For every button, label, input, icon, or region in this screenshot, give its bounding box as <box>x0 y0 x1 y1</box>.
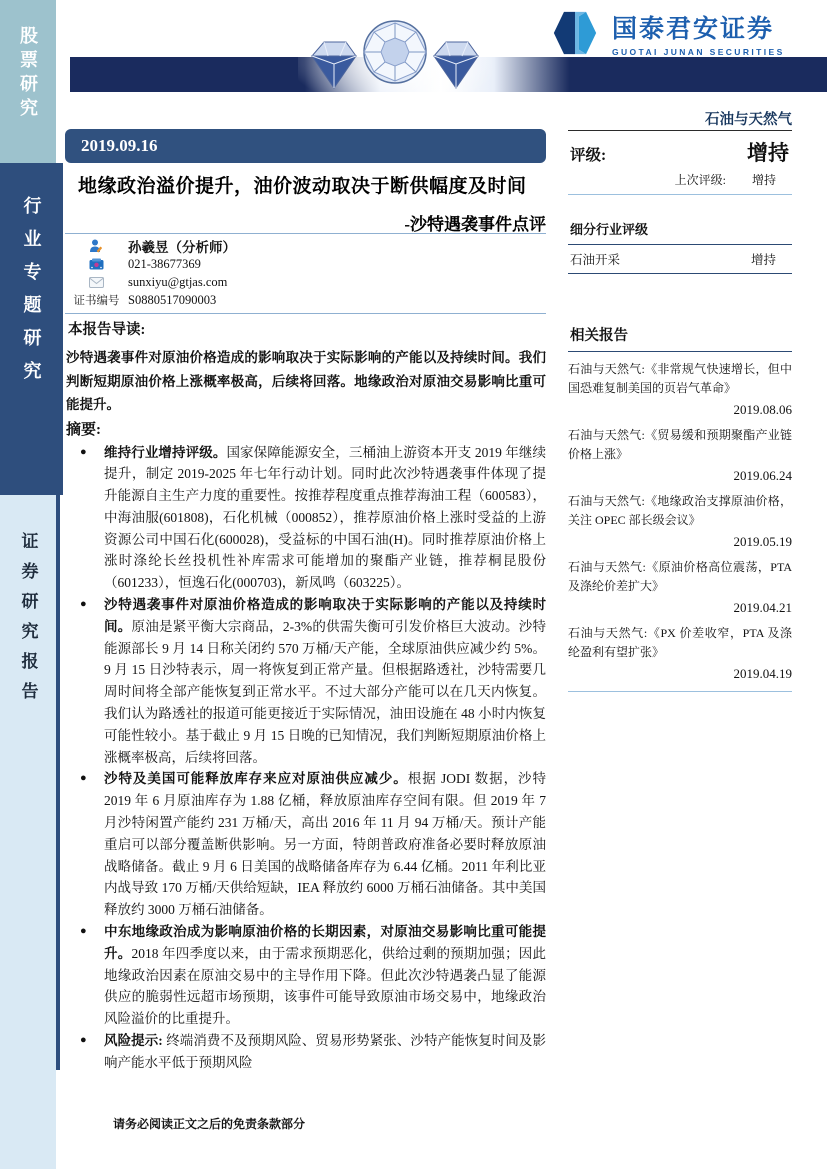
related-report-item <box>568 360 792 418</box>
analyst-name-row <box>65 237 546 255</box>
sidebar-securities-research-report <box>0 495 56 1169</box>
brand-logo <box>552 9 785 57</box>
related-report-title-text: 石油与天然气:《PX 价差收窄，PTA 及涤纶盈利有望扩张》 <box>568 626 792 659</box>
related-reports-block <box>568 324 792 692</box>
analyst-person-icon <box>65 239 128 253</box>
sub-industry-rating: 增持 <box>750 253 776 267</box>
related-report-date: 2019.05.19 <box>733 534 792 549</box>
related-reports-title: 相关报告 <box>568 324 792 352</box>
analyst-email: sunxiyu@gtjas.com <box>128 274 228 289</box>
bullet-text: 国家保障能源安全，三桶油上游资本开支 2019 年继续提升，制定 2019-2025 年七年行动计划。同时此次沙特遇袭事件体现了提升能源自主生产力度的重要性。按推荐程度重点推荐海油工程（600583），中海油服(601808)，石化机械（000852），推荐原油价格上涨时受益的上游资源公司中国石化(600028)，受益标的中国石油(H)。同时推荐原油价格上涨时涤纶长丝投机性补库需求可能增加的聚酯产业链，推荐桐昆股份（601233），恒逸石化(000703)，新凤鸣（603225）。 <box>104 444 547 591</box>
analyst-info-table <box>65 233 546 314</box>
rating-card <box>568 130 792 195</box>
bullet-text: 原油是紧平衡大宗商品，2-3%的供需失衡可引发价格巨大波动。沙特能源部长 9 月 14 日称关闭约 570 万桶/天产能，全球原油供应减少约 5%。9 月 15 日沙特表示，周一将恢复到正常产量。但根据路透社，沙特需要几周时间将全部产能恢复到正常水平。不过大部分产能可以在几天内恢复。我们认为路透社的报道可能更接近于实际情况，油田设施在 48 小时内恢复可能性较小。基于截止 9 月 15 日晚的已知情况，我们判断短期原油价格上涨概率极高，后续将回落。 <box>104 618 547 765</box>
phone-icon <box>65 258 128 270</box>
summary-bullet-risk <box>66 1030 546 1074</box>
sub-industry-rating-block <box>568 219 792 274</box>
sub-industry-rating-title: 细分行业评级 <box>568 219 792 245</box>
rating-label: 评级: <box>570 147 607 164</box>
summary-bullet <box>66 442 546 595</box>
analyst-name: 孙羲昱（分析师） <box>128 240 236 255</box>
bullet-lead: 中东地缘政治成为影响原油价格的长期因素，对原油交易影响比重可能提升。 <box>104 924 546 961</box>
sidebar-stock-research-label: 股票研究 <box>18 26 38 122</box>
disclaimer-note: 请务必阅读正文之后的免责条款部分 <box>113 1117 306 1131</box>
rating-value: 增持 <box>747 141 789 165</box>
rating-row <box>568 135 792 167</box>
diamond-graphic-icon <box>298 12 492 100</box>
lead-section-body: 沙特遇袭事件对原油价格造成的影响取决于实际影响的产能以及持续时间。我们判断短期原油价格上涨概率极高，后续将回落。地缘政治对原油交易影响比重可能提升。 <box>66 350 546 412</box>
related-reports-bottom-line <box>568 691 792 692</box>
sub-industry-name: 石油开采 <box>570 253 621 267</box>
related-report-date: 2019.04.21 <box>733 600 792 615</box>
previous-rating-label: 上次评级: <box>674 173 726 187</box>
sidebar-industry-topic-research <box>0 163 63 495</box>
sidebar-edge-line <box>56 495 60 1070</box>
sidebar-industry-topic-research-label: 行业专题研究 <box>21 196 42 394</box>
bullet-lead: 沙特及美国可能释放库存来应对原油供应减少。 <box>104 771 408 787</box>
related-report-item <box>568 426 792 484</box>
related-report-date: 2019.08.06 <box>733 402 792 417</box>
lead-section-title: 本报告导读: <box>68 322 146 338</box>
bullet-text: 根据 JODI 数据，沙特 2019 年 6 月原油库存为 1.88 亿桶，释放原油库存空间有限。但 2019 年 7 月沙特闲置产能约 231 万桶/天，高出 2016 年 11 月 94 万桶/天。预计产能重启可以部分覆盖断供影响。另一方面，特朗普政府准备必要时释放原油战略储备。截止 9 月 6 日美国的战略储备库存为 6.44 亿桶。2011 年利比亚内战导致 170 万桶/天供给短缺，IEA 释放约 6000 万桶石油储备。其中美国释放约 3000 万桶石油储备。 <box>104 771 547 918</box>
industry-label: 石油与天然气 <box>705 112 792 128</box>
cert-label: 证书编号 <box>73 295 120 307</box>
bullet-text: 2018 年四季度以来，由于需求预期恶化，供给过剩的预期加强；因此地缘政治因素在原油交易中的主导作用下降。但此次沙特遇袭凸显了能源供应的脆弱性远超市场预期，该事件可能导致原油市场交易中，地缘政治风险溢价的比重提升。 <box>104 945 547 1027</box>
summary-bullet <box>66 594 546 768</box>
bullet-marker: ● <box>80 772 87 785</box>
bullet-lead: 维持行业增持评级。 <box>104 444 227 460</box>
related-report-title-text: 石油与天然气:《地缘政治支撑原油价格，关注 OPEC 部长级会议》 <box>568 494 792 527</box>
report-body <box>66 318 546 1074</box>
report-subtitle: -沙特遇袭事件点评 <box>404 215 546 234</box>
report-title: 地缘政治溢价提升，油价波动取决于断供幅度及时间 <box>78 176 527 197</box>
related-report-title-text: 石油与天然气:《贸易缓和预期聚酯产业链价格上涨》 <box>568 428 792 461</box>
bullet-marker: ● <box>80 445 87 458</box>
analyst-cert-row <box>65 291 546 309</box>
bullet-text: 终端消费不及预期风险、贸易形势紧张、沙特产能恢复时间及影响产能水平低于预期风险 <box>104 1033 546 1070</box>
previous-rating-row <box>568 171 792 188</box>
analyst-email-row <box>65 273 546 291</box>
related-report-date: 2019.06.24 <box>733 468 792 483</box>
report-date-badge: 2019.09.16 <box>65 129 546 163</box>
bullet-lead: 风险提示: <box>104 1033 163 1049</box>
bullet-marker: ● <box>80 925 87 938</box>
sidebar-stock-research <box>0 0 56 163</box>
analyst-phone: 021-38677369 <box>128 256 201 271</box>
analyst-phone-row <box>65 255 546 273</box>
summary-bullet <box>66 768 546 921</box>
related-report-item <box>568 624 792 682</box>
mail-icon <box>65 277 128 288</box>
bullet-marker: ● <box>80 598 87 611</box>
bullet-lead: 沙特遇袭事件对原油价格造成的影响取决于实际影响的产能以及持续时间。 <box>104 597 546 634</box>
cert-number: S0880517090003 <box>128 292 217 307</box>
summary-bullet <box>66 921 546 1030</box>
related-report-title-text: 石油与天然气:《非常规气快速增长，但中国恐难复制美国的页岩气革命》 <box>568 362 792 395</box>
related-report-item <box>568 492 792 550</box>
brand-logo-icon <box>552 10 598 56</box>
right-rail <box>568 130 792 692</box>
brand-name-en: GUOTAI JUNAN SECURITIES <box>612 47 785 57</box>
bullet-marker: ● <box>80 1034 87 1047</box>
sub-industry-rating-row <box>568 245 792 274</box>
related-report-date: 2019.04.19 <box>733 666 792 681</box>
related-report-title-text: 石油与天然气:《原油价格高位震荡，PTA 及涤纶价差扩大》 <box>568 560 792 593</box>
brand-name-cn: 国泰君安证券 <box>612 16 775 43</box>
summary-section-title: 摘要: <box>66 421 101 438</box>
sidebar-securities-research-report-label: 证券研究报告 <box>18 532 38 712</box>
previous-rating-value: 增持 <box>751 173 776 187</box>
related-report-item <box>568 558 792 616</box>
